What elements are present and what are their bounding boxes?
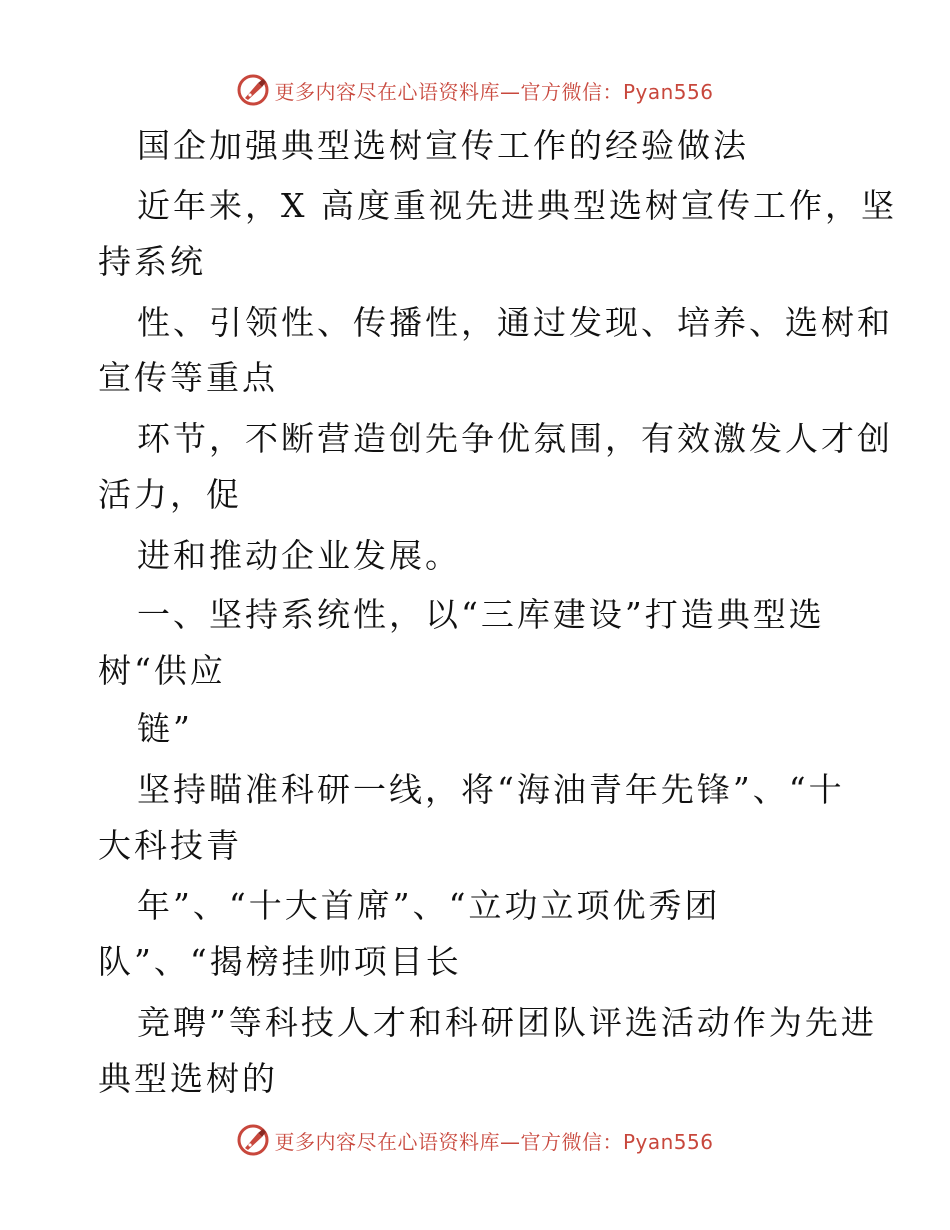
paragraph-line: 宣传等重点	[98, 358, 278, 397]
section-heading-line: 链”	[137, 709, 193, 748]
watermark-dash: —	[499, 79, 521, 104]
watermark-site-name: 更多内容尽在心语资料库	[274, 79, 500, 104]
watermark-site-name: 更多内容尽在心语资料库	[274, 1129, 500, 1154]
paragraph-line: 竞聘”等科技人才和科研团队评选活动作为先进	[137, 1003, 877, 1042]
header-watermark-banner	[0, 70, 950, 110]
paragraph-line: 持系统	[98, 242, 206, 281]
watermark-text	[274, 1126, 713, 1155]
paragraph-line: 大科技青	[98, 826, 242, 865]
paragraph-line: 坚持瞄准科研一线，将“海油青年先锋”、“十	[137, 770, 845, 809]
watermark-dash: —	[499, 1129, 521, 1154]
paragraph-line: 近年来，X 高度重视先进典型选树宣传工作，坚	[137, 186, 897, 225]
paragraph-line: 典型选树的	[98, 1059, 278, 1098]
watermark-text	[274, 76, 713, 105]
pen-nib-logo-icon	[236, 73, 270, 107]
paragraph-line: 年”、“十大首席”、“立功立项优秀团	[137, 886, 721, 925]
paragraph-line: 性、引领性、传播性，通过发现、培养、选树和	[137, 303, 893, 342]
pen-nib-logo-icon	[236, 1123, 270, 1157]
section-heading-line: 树“供应	[98, 651, 226, 690]
paragraph-line: 队”、“揭榜挂帅项目长	[98, 942, 462, 981]
footer-watermark-banner	[0, 1120, 950, 1160]
section-heading: 一、坚持系统性，以“三库建设”打造典型选	[137, 595, 825, 634]
paragraph-line: 环节，不断营造创先争优氛围，有效激发人才创	[137, 419, 893, 458]
paragraph-line: 进和推动企业发展。	[137, 536, 461, 575]
document-title: 国企加强典型选树宣传工作的经验做法	[137, 126, 749, 165]
paragraph-line: 活力，促	[98, 475, 242, 514]
watermark-wechat: 官方微信：Pyan556	[520, 79, 714, 104]
watermark-wechat: 官方微信：Pyan556	[520, 1129, 714, 1154]
